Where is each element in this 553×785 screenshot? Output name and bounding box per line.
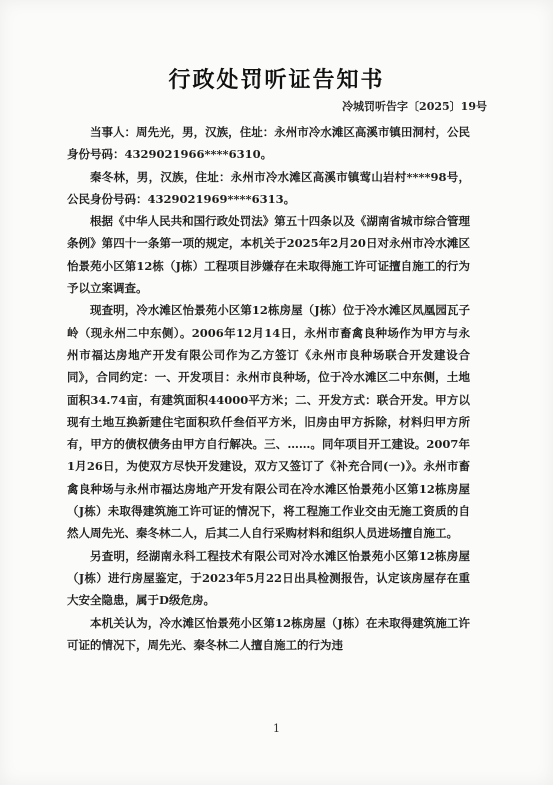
document-title: 行政处罚听证告知书 [168, 67, 385, 93]
paragraph-party-2: 秦冬林，男，汉族，住址：永州市冷水滩区高溪市镇莺山岩村****98号，公民身份号码：4329021969****6313。 [67, 169, 470, 206]
document-number: 冷城罚听告字〔2025〕19号 [342, 100, 487, 113]
paragraph-findings: 现查明，冷水滩区怡景苑小区第12栋房屋（J栋）位于冷水滩区凤凰园瓦子岭（现永州二中东侧）。2006年12月14日，永州市畜禽良种场作为甲方与永州市福达房地产开发有限公司作为乙方签订《永州市良种场联合开发建设合同》，合同约定：一、开发项目：永州市良种场，位于冷水滩区二中东侧，土地面积34.74亩，有建筑面积44000平方米；二、开发方式：联合开发。甲方以现有土地互换新建住宅面积玖仟叁佰平方米，旧房由甲方拆除，材料归甲方所有，甲方的债权债务由甲方自行解决。三、……。同年项目开工建设。2007年1月26日，为使双方尽快开发建设，双方又签订了《补充合同(一)》。永州市畜禽良种场与永州市福达房地产开发有限公司在冷水滩区怡景苑小区第12栋房屋（J栋）未取得建筑施工许可证的情况下，将工程施工作业交由无施工资质的自然人周先光、秦冬林二人，后其二人自行采购材料和组织人员进场擅自施工。 [67, 303, 470, 541]
page-number: 1 [273, 722, 280, 735]
document-body [67, 121, 470, 656]
paragraph-additional-findings: 另查明，经湖南永科工程技术有限公司对冷水滩区怡景苑小区第12栋房屋（J栋）进行房屋鉴定，于2023年5月22日出具检测报告，认定该房屋存在重大安全隐患，属于D级危房。 [67, 548, 470, 608]
paragraph-party-1: 当事人：周先光，男，汉族，住址：永州市冷水滩区高溪市镇田洞村，公民身份号码：4329021966****6310。 [67, 125, 470, 162]
paragraph-legal-basis: 根据《中华人民共和国行政处罚法》第五十四条以及《湖南省城市综合管理条例》第四十一条第一项的规定，本机关于2025年2月20日对永州市冷水滩区怡景苑小区第12栋（J栋）工程项目涉嫌存在未取得施工许可证擅自施工的行为予以立案调查。 [67, 214, 470, 296]
paragraph-conclusion: 本机关认为，冷水滩区怡景苑小区第12栋房屋（J栋）在未取得建筑施工许可证的情况下，周先光、秦冬林二人擅自施工的行为违 [67, 615, 470, 652]
